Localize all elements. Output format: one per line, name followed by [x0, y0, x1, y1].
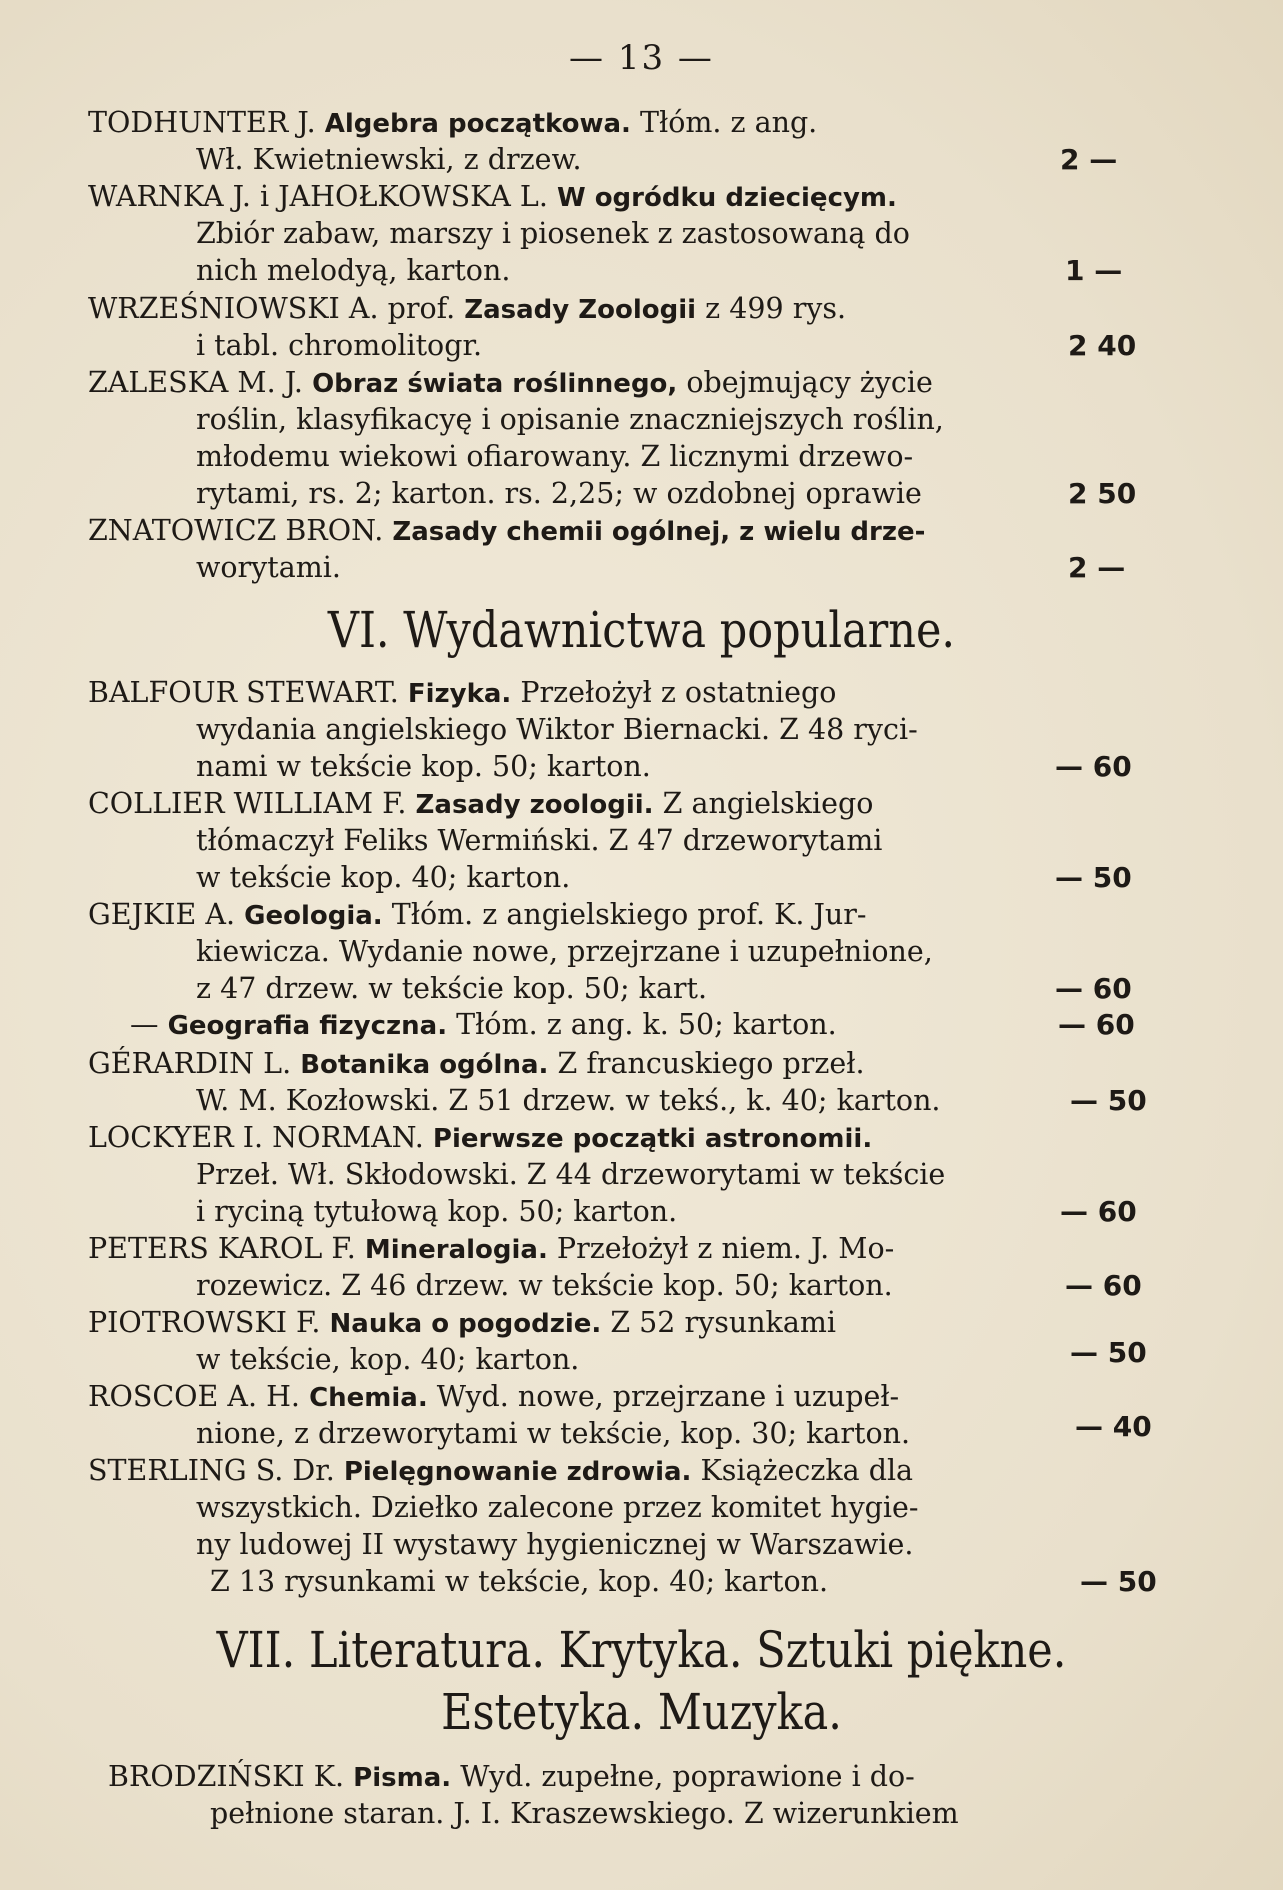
entry-author: GEJKIE A. — [88, 898, 236, 931]
section-heading-vi: VI. Wydawnictwa popularne. — [327, 601, 956, 659]
entry-text: rozewicz. Z 46 drzew. w tekście kop. 50; karton. — [196, 1269, 893, 1302]
entry-price: — 60 — [1060, 1195, 1137, 1228]
entry-author: PETERS KAROL F. — [88, 1232, 356, 1265]
entry-author: GÉRARDIN L. — [88, 1047, 292, 1080]
entry-title: Nauka o pogodzie. — [329, 1309, 602, 1339]
entry-text: ny ludowej II wystawy hygienicznej w Warszawie. — [196, 1528, 914, 1561]
entry-author-dash: — — [130, 1008, 159, 1041]
entry-text: Z 13 rysunkami w tekście, kop. 40; karton. — [210, 1565, 829, 1598]
entry-text: Wyd. zupełne, poprawione i do- — [460, 1760, 915, 1793]
entry-text: Zbiór zabaw, marszy i piosenek z zastosowaną do — [196, 217, 910, 250]
entry-author: STERLING S. Dr. — [88, 1454, 335, 1487]
entry-text: wszystkich. Dziełko zalecone przez komitet hygie- — [196, 1491, 919, 1524]
entry-text: W. M. Kozłowski. Z 51 drzew. w tekś., k. 40; karton. — [196, 1084, 941, 1117]
entry-author: TODHUNTER J. — [88, 106, 316, 139]
entry-text: i tabl. chromolitogr. — [196, 329, 483, 362]
entry-author: ZALESKA M. J. — [88, 366, 303, 399]
entry-text: Książeczka dla — [700, 1454, 914, 1487]
entry-price: 1 — — [1065, 254, 1123, 287]
entry-title: Pielęgnowanie zdrowia. — [343, 1457, 692, 1487]
entry-text: Tłóm. z ang. — [639, 106, 818, 139]
entry-title: Mineralogia. — [364, 1235, 548, 1265]
entry-author: LOCKYER I. NORMAN. — [88, 1121, 424, 1154]
entry-author: COLLIER WILLIAM F. — [88, 787, 407, 820]
entry-text: worytami. — [196, 551, 341, 584]
page-number: — 13 — — [569, 38, 714, 78]
entry-text: z 499 rys. — [705, 292, 847, 325]
entry-title: Zasady zoologii. — [415, 790, 654, 820]
entry-text: Tłóm. z angielskiego prof. K. Jur- — [391, 898, 867, 931]
entry-title: Obraz świata roślinnego, — [312, 369, 678, 399]
entry-price: — 60 — [1058, 1008, 1135, 1041]
entry-text: młodemu wiekowi ofiarowany. Z licznymi drzewo- — [196, 440, 914, 473]
entry-title: Geografia fizyczna. — [167, 1011, 448, 1041]
entry-text: obejmujący życie — [686, 366, 933, 399]
entry-text: w tekście kop. 40; karton. — [196, 861, 571, 894]
entry-text: tłómaczył Feliks Wermiński. Z 47 drzeworytami — [196, 824, 883, 857]
section-heading-vii-line1: VII. Literatura. Krytyka. Sztuki piękne. — [216, 1621, 1067, 1679]
entry-title: Zasady chemii ogólnej, z wielu drze- — [392, 517, 926, 547]
entry-author: BRODZIŃSKI K. — [108, 1760, 345, 1793]
entry-author: WARNKA J. i JAHOŁKOWSKA L. — [88, 180, 548, 213]
entry-text: Przełożył z ostatniego — [520, 676, 837, 709]
entry-title: Chemia. — [309, 1383, 428, 1413]
entry-price: 2 50 — [1068, 477, 1137, 510]
entry-text: Wyd. nowe, przejrzane i uzupeł- — [436, 1380, 900, 1413]
entry-title: Botanika ogólna. — [300, 1050, 549, 1080]
entry-text: Z 52 rysunkami — [610, 1306, 836, 1339]
entry-title: Geologia. — [244, 901, 383, 931]
entry-price: — 50 — [1070, 1336, 1147, 1369]
entry-text: kiewicza. Wydanie nowe, przejrzane i uzupełnione, — [196, 935, 933, 968]
entry-text: wydania angielskiego Wiktor Biernacki. Z 48 ryci- — [196, 713, 918, 746]
entry-text: Przełożył z niem. J. Mo- — [556, 1232, 895, 1265]
entry-author: WRZEŚNIOWSKI A. prof. — [88, 292, 456, 325]
entry-text: i ryciną tytułową kop. 50; karton. — [196, 1195, 678, 1228]
entry-text: Z angielskiego — [662, 787, 874, 820]
entry-title: Pisma. — [353, 1763, 452, 1793]
entry-text: pełnione staran. J. I. Kraszewskiego. Z wizerunkiem — [210, 1797, 959, 1830]
entry-text: nich melodyą, karton. — [196, 254, 511, 287]
entry-author: ZNATOWICZ BRON. — [88, 514, 384, 547]
entry-text: Z francuskiego przeł. — [557, 1047, 865, 1080]
entry-text: nami w tekście kop. 50; karton. — [196, 750, 651, 783]
entry-title: Fizyka. — [407, 679, 512, 709]
entry-text: roślin, klasyfikacyę i opisanie znaczniejszych roślin, — [196, 403, 944, 436]
entry-price: 2 — — [1068, 551, 1126, 584]
entry-price: — 60 — [1065, 1269, 1142, 1302]
entry-title: Zasady Zoologii — [464, 295, 697, 325]
entry-text: z 47 drzew. w tekście kop. 50; kart. — [196, 972, 708, 1005]
entry-text: Tłóm. z ang. k. 50; karton. — [456, 1008, 837, 1041]
entry-text: w tekście, kop. 40; karton. — [196, 1343, 580, 1376]
entry-price: — 50 — [1080, 1565, 1157, 1598]
section-heading-vii-line2: Estetyka. Muzyka. — [441, 1683, 842, 1741]
entry-price: — 50 — [1070, 1084, 1147, 1117]
entry-price: 2 40 — [1068, 329, 1137, 362]
entry-text: Przeł. Wł. Skłodowski. Z 44 drzeworytami w tekście — [196, 1158, 946, 1191]
entry-title: Pierwsze początki astronomii. — [432, 1124, 873, 1154]
entry-author: BALFOUR STEWART. — [88, 676, 399, 709]
entry-title: W ogródku dziecięcym. — [556, 183, 897, 213]
entry-author: ROSCOE A. H. — [88, 1380, 300, 1413]
entry-text: Wł. Kwietniewski, z drzew. — [196, 143, 582, 176]
entry-text: nione, z drzeworytami w tekście, kop. 30; karton. — [196, 1417, 911, 1450]
entry-price: — 50 — [1055, 861, 1132, 894]
entry-price: — 40 — [1075, 1410, 1152, 1443]
entry-price: — 60 — [1055, 750, 1132, 783]
entry-price: 2 — — [1060, 143, 1118, 176]
entry-text: rytami, rs. 2; karton. rs. 2,25; w ozdobnej oprawie — [196, 477, 922, 510]
entry-price: — 60 — [1055, 972, 1132, 1005]
entry-title: Algebra początkowa. — [324, 109, 631, 139]
entry-author: PIOTROWSKI F. — [88, 1306, 321, 1339]
